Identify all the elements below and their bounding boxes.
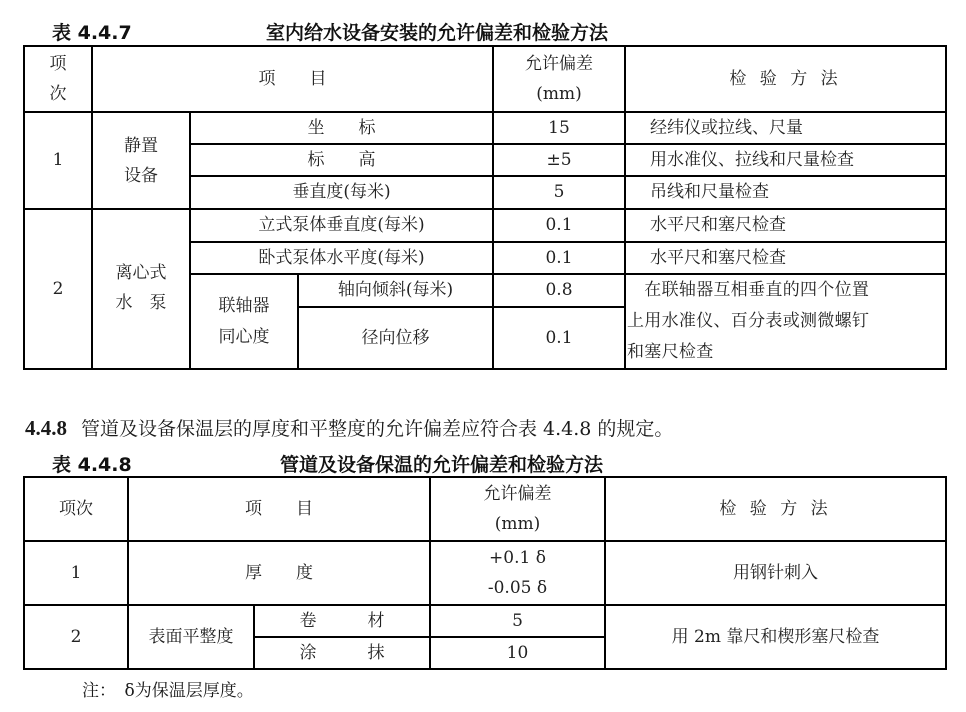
table-row-tolerance: ±5 bbox=[546, 149, 572, 170]
table-row-item: 径向位移 bbox=[361, 327, 430, 348]
header-tolerance bbox=[494, 47, 624, 111]
header-method: 检 验 方 法 bbox=[729, 68, 842, 89]
group2-name-line2: 水 泵 bbox=[115, 293, 167, 313]
table-row-no: 2 bbox=[70, 626, 82, 647]
table-row-method: 水平尺和塞尺检查 bbox=[650, 247, 786, 268]
group2-name-line1: 离心式 bbox=[115, 263, 167, 283]
table2-header-item: 项 目 bbox=[245, 498, 313, 519]
table-row-tolerance: 0.1 bbox=[545, 327, 573, 348]
table-row-item: 卧式泵体水平度(每米) bbox=[258, 247, 425, 268]
table-row-method: 用 2m 靠尺和楔形塞尺检查 bbox=[671, 626, 880, 647]
tolerance-plus: +0.1 δ bbox=[489, 548, 546, 568]
table2-header-method: 检 验 方 法 bbox=[719, 498, 832, 519]
table2-header-no: 项次 bbox=[59, 498, 93, 519]
tolerance-minus: -0.05 δ bbox=[487, 578, 548, 598]
table-row-method: 水平尺和塞尺检查 bbox=[650, 215, 786, 235]
table-row-item: 厚 度 bbox=[245, 562, 313, 583]
table-row-tolerance: 0.1 bbox=[545, 215, 573, 235]
table-row-item: 表面平整度 bbox=[148, 626, 234, 647]
group2-name bbox=[93, 210, 189, 368]
table-subrow-tolerance: 10 bbox=[506, 642, 529, 663]
table-row-item: 立式泵体垂直度(每米) bbox=[258, 215, 425, 235]
table-row-method: 经纬仪或拉线、尺量 bbox=[650, 117, 803, 138]
table-row-tolerance: 15 bbox=[548, 117, 570, 138]
header-tolerance-unit: (mm) bbox=[536, 84, 582, 104]
table-row-tolerance: 5 bbox=[553, 182, 565, 202]
table2-header-tolerance-unit: (mm) bbox=[494, 514, 541, 534]
table-row-item: 垂直度(每米) bbox=[292, 182, 391, 202]
clause-text: 管道及设备保温层的厚度和平整度的允许偏差应符合表 4.4.8 的规定。 bbox=[81, 418, 674, 440]
table-row-no: 1 bbox=[70, 562, 82, 583]
table2-note: 注： δ为保温层厚度。 bbox=[82, 681, 254, 701]
table-row-tolerance bbox=[431, 542, 604, 604]
header-tolerance-line1: 允许偏差 bbox=[525, 54, 593, 74]
table1-title: 室内给水设备安装的允许偏差和检验方法 bbox=[266, 22, 609, 44]
table-row-tolerance: 0.8 bbox=[545, 280, 573, 300]
group1-name-line2: 设备 bbox=[124, 165, 158, 186]
clause-paragraph bbox=[25, 414, 673, 441]
table-row-item: 标 高 bbox=[307, 149, 376, 170]
header-no bbox=[25, 47, 91, 111]
coupling-concentricity-label bbox=[191, 275, 297, 368]
header-no-line2: 次 bbox=[49, 84, 67, 104]
table2-header-tolerance-line1: 允许偏差 bbox=[483, 484, 552, 504]
table-subrow-item: 卷 材 bbox=[299, 610, 385, 631]
coupling-method-line2: 上用水准仪、百分表或测微螺钉 bbox=[627, 311, 870, 331]
table2-number: 表 4.4.8 bbox=[52, 454, 132, 476]
header-no-line1: 项 bbox=[49, 54, 67, 74]
table-row-method: 用钢针刺入 bbox=[733, 562, 818, 583]
group1-name bbox=[93, 113, 189, 208]
coupling-method-line3: 和塞尺检查 bbox=[627, 342, 714, 362]
coupling-line2: 同心度 bbox=[218, 326, 270, 347]
table-row-item: 坐 标 bbox=[307, 117, 376, 138]
coupling-method bbox=[627, 275, 945, 368]
table2-title: 管道及设备保温的允许偏差和检验方法 bbox=[280, 454, 604, 476]
table-row-method: 吊线和尺量检查 bbox=[650, 182, 769, 202]
table-row-item: 轴向倾斜(每米) bbox=[337, 280, 454, 300]
clause-number: 4.4.8 bbox=[25, 416, 67, 440]
table-row-tolerance: 0.1 bbox=[545, 247, 573, 268]
table-subrow-tolerance: 5 bbox=[512, 610, 523, 631]
table1-number: 表 4.4.7 bbox=[52, 22, 132, 44]
table-subrow-item: 涂 抹 bbox=[299, 642, 385, 663]
table-row-method: 用水准仪、拉线和尺量检查 bbox=[650, 149, 854, 170]
coupling-line1: 联轴器 bbox=[218, 295, 270, 316]
table2-header-tolerance bbox=[431, 478, 604, 540]
header-item: 项 目 bbox=[258, 68, 327, 89]
group1-no: 1 bbox=[52, 150, 64, 170]
coupling-method-line1: 在联轴器互相垂直的四个位置 bbox=[627, 280, 870, 300]
group1-name-line1: 静置 bbox=[124, 135, 158, 156]
group2-no: 2 bbox=[52, 278, 64, 299]
